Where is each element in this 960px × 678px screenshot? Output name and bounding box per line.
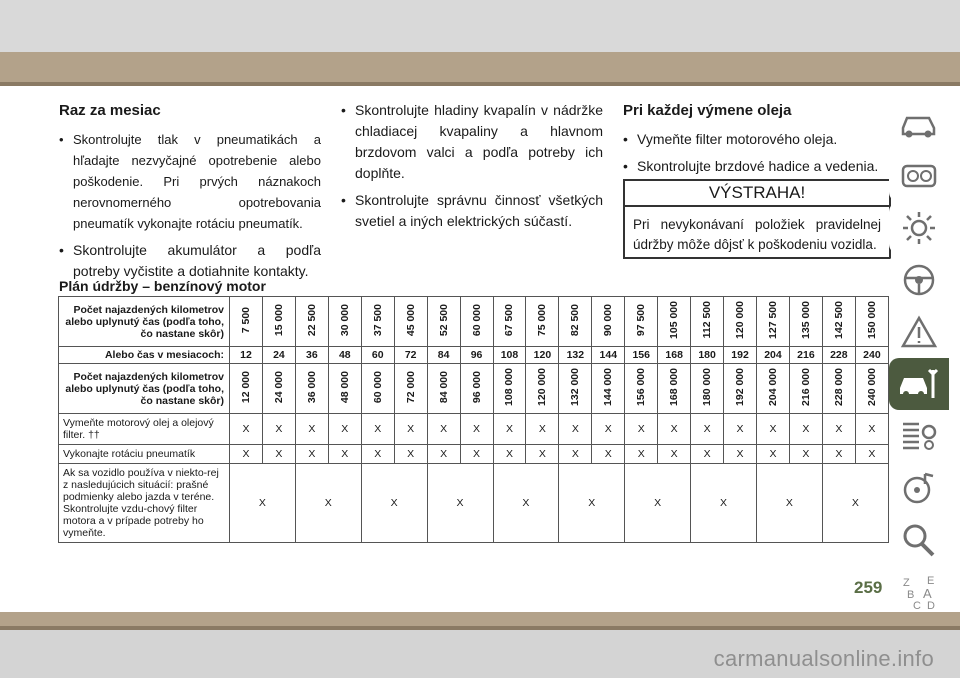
list-item: • Vymeňte filter motorového oleja. xyxy=(623,129,889,150)
km-cell xyxy=(559,364,592,414)
task-mark: X xyxy=(295,464,361,543)
bottom-color-band xyxy=(0,612,960,626)
svg-text:B: B xyxy=(907,589,915,601)
km-cell xyxy=(361,364,394,414)
task-label: Vymeňte motorový olej a olejový filter. †† xyxy=(59,414,230,445)
tab-search-icon[interactable] xyxy=(889,514,949,566)
task-mark: X xyxy=(757,464,823,543)
km-value: 24 000 xyxy=(272,370,285,404)
months-label: Alebo čas v mesiacoch: xyxy=(59,347,230,364)
km-value: 72 000 xyxy=(404,370,417,404)
km-value: 112 500 xyxy=(701,301,714,339)
table-row xyxy=(59,414,889,445)
km-cell xyxy=(757,297,790,347)
list-item: • Skontrolujte brzdové hadice a vedenia. xyxy=(623,156,889,177)
km-cell xyxy=(460,364,493,414)
km-value: 144 000 xyxy=(602,368,615,406)
km-cell xyxy=(262,297,295,347)
section-monthly xyxy=(59,100,321,288)
km-cell xyxy=(724,364,757,414)
km-cell xyxy=(230,364,263,414)
km-cell xyxy=(295,364,328,414)
search-icon xyxy=(897,520,941,560)
top-color-band xyxy=(0,52,960,82)
table-row xyxy=(59,464,889,543)
task-mark: X xyxy=(822,445,855,464)
months-value: 168 xyxy=(658,347,691,364)
task-mark: X xyxy=(493,414,526,445)
months-value: 144 xyxy=(592,347,625,364)
task-mark: X xyxy=(361,445,394,464)
km-value: 180 000 xyxy=(701,368,714,406)
plan-title: Plán údržby – benzínový motor xyxy=(59,278,266,294)
task-mark: X xyxy=(460,445,493,464)
task-mark: X xyxy=(789,414,822,445)
km-cell xyxy=(493,364,526,414)
km-value: 168 000 xyxy=(668,368,681,406)
months-value: 60 xyxy=(361,347,394,364)
km-cell xyxy=(295,297,328,347)
km-value: 135 000 xyxy=(799,301,812,339)
km-value: 67 500 xyxy=(503,303,516,337)
task-mark: X xyxy=(757,414,790,445)
km-cell xyxy=(691,297,724,347)
km-value: 15 000 xyxy=(272,303,285,337)
task-mark: X xyxy=(855,414,888,445)
task-mark: X xyxy=(493,464,559,543)
tab-steering-icon[interactable] xyxy=(889,254,949,306)
table-row xyxy=(59,347,889,364)
km-value: 36 000 xyxy=(305,370,318,404)
task-mark: X xyxy=(295,414,328,445)
list-item: • Skontrolujte tlak v pneumatikách a hľadajte nezvyčajné opotrebenie alebo poškodenie. Pri prvých náznakoch nerovnomerného opotrebovania pneumatík vykonajte rotáciu pneumatík. xyxy=(59,129,321,234)
tab-car-icon[interactable] xyxy=(889,98,949,150)
km-cell xyxy=(493,297,526,347)
tab-maintenance-icon[interactable] xyxy=(889,358,949,410)
car-icon xyxy=(897,104,941,144)
months-value: 192 xyxy=(724,347,757,364)
task-mark: X xyxy=(361,414,394,445)
km-cell xyxy=(789,297,822,347)
warning-title: VÝSTRAHA! xyxy=(625,181,889,207)
km-cell xyxy=(230,297,263,347)
car-wrench-icon xyxy=(897,364,941,404)
task-mark: X xyxy=(658,414,691,445)
task-mark: X xyxy=(625,414,658,445)
svg-text:C: C xyxy=(913,600,921,612)
km-cell xyxy=(822,364,855,414)
km-value: 52 500 xyxy=(437,303,450,337)
task-mark: X xyxy=(822,464,888,543)
section-oil-change-title: Pri každej výmene oleja xyxy=(623,102,792,119)
task-mark: X xyxy=(262,414,295,445)
km-cell xyxy=(328,364,361,414)
km-value: 216 000 xyxy=(799,368,812,406)
task-mark: X xyxy=(526,445,559,464)
task-label: Ak sa vozidlo používa v niekto-rej z nasledujúcich situácií: prašné podmienky alebo jazda v teréne. Skontrolujte vzdu-chový filter motora a v prípade potreby ho vymeňte. xyxy=(59,464,230,543)
km-cell xyxy=(361,297,394,347)
km-cell xyxy=(724,297,757,347)
task-mark: X xyxy=(658,445,691,464)
task-mark: X xyxy=(262,445,295,464)
top-gray-bar xyxy=(0,0,960,52)
months-value: 240 xyxy=(855,347,888,364)
km-value: 156 000 xyxy=(635,368,648,406)
task-mark: X xyxy=(427,464,493,543)
months-value: 96 xyxy=(460,347,493,364)
months-value: 84 xyxy=(427,347,460,364)
specifications-icon xyxy=(897,416,941,456)
task-mark: X xyxy=(328,414,361,445)
km-cell xyxy=(427,364,460,414)
km-value: 120 000 xyxy=(536,368,549,406)
tab-warning-icon[interactable] xyxy=(889,306,949,358)
task-mark: X xyxy=(592,445,625,464)
task-mark: X xyxy=(427,414,460,445)
months-value: 156 xyxy=(625,347,658,364)
km-cell xyxy=(328,297,361,347)
warning-text: Pri nevykonávaní položiek pravidelnej údržby môže dôjsť k poškodeniu vozidla. xyxy=(633,217,881,252)
km-value: 192 000 xyxy=(734,368,747,406)
km-value: 60 000 xyxy=(470,303,483,337)
km-value: 48 000 xyxy=(338,370,351,404)
task-mark: X xyxy=(559,464,625,543)
months-value: 12 xyxy=(230,347,263,364)
maintenance-table xyxy=(58,296,889,543)
task-mark: X xyxy=(493,445,526,464)
tab-index-icon[interactable] xyxy=(889,566,949,618)
roadside-warning-icon xyxy=(897,312,941,352)
km-value: 96 000 xyxy=(470,370,483,404)
km-value: 97 500 xyxy=(635,303,648,337)
table-row xyxy=(59,445,889,464)
list-item: • Skontrolujte hladiny kvapalín v nádržke chladiacej kvapaliny a hlavnom brzdovom valci a podľa potreby ich doplňte. xyxy=(341,100,603,184)
list-item: • Skontrolujte akumulátor a podľa potreby vyčistite a dotiahnite kontakty. xyxy=(59,240,321,282)
km-value: 37 500 xyxy=(371,303,384,337)
task-mark: X xyxy=(625,445,658,464)
km-cell xyxy=(691,364,724,414)
months-value: 132 xyxy=(559,347,592,364)
task-mark: X xyxy=(789,445,822,464)
task-mark: X xyxy=(328,445,361,464)
tab-light-icon[interactable] xyxy=(889,202,949,254)
task-mark: X xyxy=(230,414,263,445)
task-mark: X xyxy=(592,414,625,445)
months-value: 120 xyxy=(526,347,559,364)
section-monthly-title: Raz za mesiac xyxy=(59,102,161,119)
km-cell xyxy=(855,364,888,414)
km-value: 90 000 xyxy=(602,303,615,337)
task-mark: X xyxy=(625,464,691,543)
km-cell xyxy=(625,297,658,347)
task-mark: X xyxy=(427,445,460,464)
months-value: 216 xyxy=(789,347,822,364)
task-mark: X xyxy=(526,414,559,445)
task-mark: X xyxy=(691,414,724,445)
km-value: 84 000 xyxy=(437,370,450,404)
km-value: 105 000 xyxy=(668,301,681,339)
months-value: 180 xyxy=(691,347,724,364)
steering-wheel-icon xyxy=(897,260,941,300)
task-mark: X xyxy=(394,445,427,464)
km-cell xyxy=(592,364,625,414)
tab-multimedia-icon[interactable] xyxy=(889,462,949,514)
task-mark: X xyxy=(757,445,790,464)
km-cell xyxy=(658,297,691,347)
km-cell xyxy=(427,297,460,347)
svg-text:D: D xyxy=(927,600,935,612)
task-mark: X xyxy=(460,414,493,445)
km-value: 60 000 xyxy=(371,370,384,404)
task-mark: X xyxy=(855,445,888,464)
km-cell xyxy=(394,297,427,347)
km-cell xyxy=(757,364,790,414)
km-value: 45 000 xyxy=(404,303,417,337)
task-mark: X xyxy=(724,445,757,464)
km-value: 7 500 xyxy=(239,306,252,334)
km-cell xyxy=(789,364,822,414)
km-cell xyxy=(394,364,427,414)
light-icon xyxy=(897,208,941,248)
km-cell xyxy=(625,364,658,414)
km-label: Počet najazdených kilometrov alebo uplynutý čas (podľa toho, čo nastane skôr) xyxy=(59,364,230,414)
tab-specs-icon[interactable] xyxy=(889,410,949,462)
warning-box xyxy=(623,179,891,259)
task-mark: X xyxy=(724,414,757,445)
months-value: 204 xyxy=(757,347,790,364)
table-row xyxy=(59,297,889,347)
dashboard-icon xyxy=(897,156,941,196)
task-mark: X xyxy=(394,414,427,445)
svg-text:A: A xyxy=(923,586,932,601)
task-mark: X xyxy=(361,464,427,543)
km-cell xyxy=(855,297,888,347)
tab-dashboard-icon[interactable] xyxy=(889,150,949,202)
months-value: 48 xyxy=(328,347,361,364)
km-value: 12 000 xyxy=(239,370,252,404)
km-value: 240 000 xyxy=(865,368,878,406)
km-value: 30 000 xyxy=(338,303,351,337)
km-value: 132 000 xyxy=(569,368,582,406)
km-value: 108 000 xyxy=(503,368,516,406)
km-value: 142 500 xyxy=(832,301,845,339)
task-mark: X xyxy=(691,445,724,464)
top-band-line xyxy=(0,82,960,86)
multimedia-icon xyxy=(897,468,941,508)
task-mark: X xyxy=(559,414,592,445)
km-cell xyxy=(262,364,295,414)
section-monthly-cont xyxy=(341,100,603,238)
km-value: 150 000 xyxy=(865,301,878,339)
watermark: carmanualsonline.info xyxy=(713,646,934,671)
section-oil-change xyxy=(623,100,889,183)
km-value: 75 000 xyxy=(536,303,549,337)
task-label: Vykonajte rotáciu pneumatík xyxy=(59,445,230,464)
alphabet-index-icon xyxy=(897,572,941,612)
km-cell xyxy=(592,297,625,347)
km-cell xyxy=(559,297,592,347)
months-value: 108 xyxy=(493,347,526,364)
months-value: 36 xyxy=(295,347,328,364)
km-value: 120 000 xyxy=(734,301,747,339)
table-row xyxy=(59,364,889,414)
km-cell xyxy=(658,364,691,414)
km-value: 228 000 xyxy=(832,368,845,406)
task-mark: X xyxy=(691,464,757,543)
km-cell xyxy=(526,297,559,347)
svg-text:E: E xyxy=(927,575,935,587)
task-mark: X xyxy=(559,445,592,464)
task-mark: X xyxy=(230,464,296,543)
page-number: 259 xyxy=(854,578,883,597)
km-cell xyxy=(526,364,559,414)
km-cell xyxy=(822,297,855,347)
km-cell xyxy=(460,297,493,347)
km-value: 204 000 xyxy=(766,368,779,406)
months-value: 72 xyxy=(394,347,427,364)
task-mark: X xyxy=(230,445,263,464)
task-mark: X xyxy=(822,414,855,445)
svg-text:Z: Z xyxy=(903,577,910,589)
km-value: 22 500 xyxy=(305,303,318,337)
task-mark: X xyxy=(295,445,328,464)
km-value: 127 500 xyxy=(766,301,779,339)
months-value: 228 xyxy=(822,347,855,364)
km-label: Počet najazdených kilometrov alebo uplynutý čas (podľa toho, čo nastane skôr) xyxy=(59,297,230,347)
km-value: 82 500 xyxy=(569,303,582,337)
months-value: 24 xyxy=(262,347,295,364)
list-item: • Skontrolujte správnu činnosť všetkých svetiel a iných elektrických súčastí. xyxy=(341,190,603,232)
